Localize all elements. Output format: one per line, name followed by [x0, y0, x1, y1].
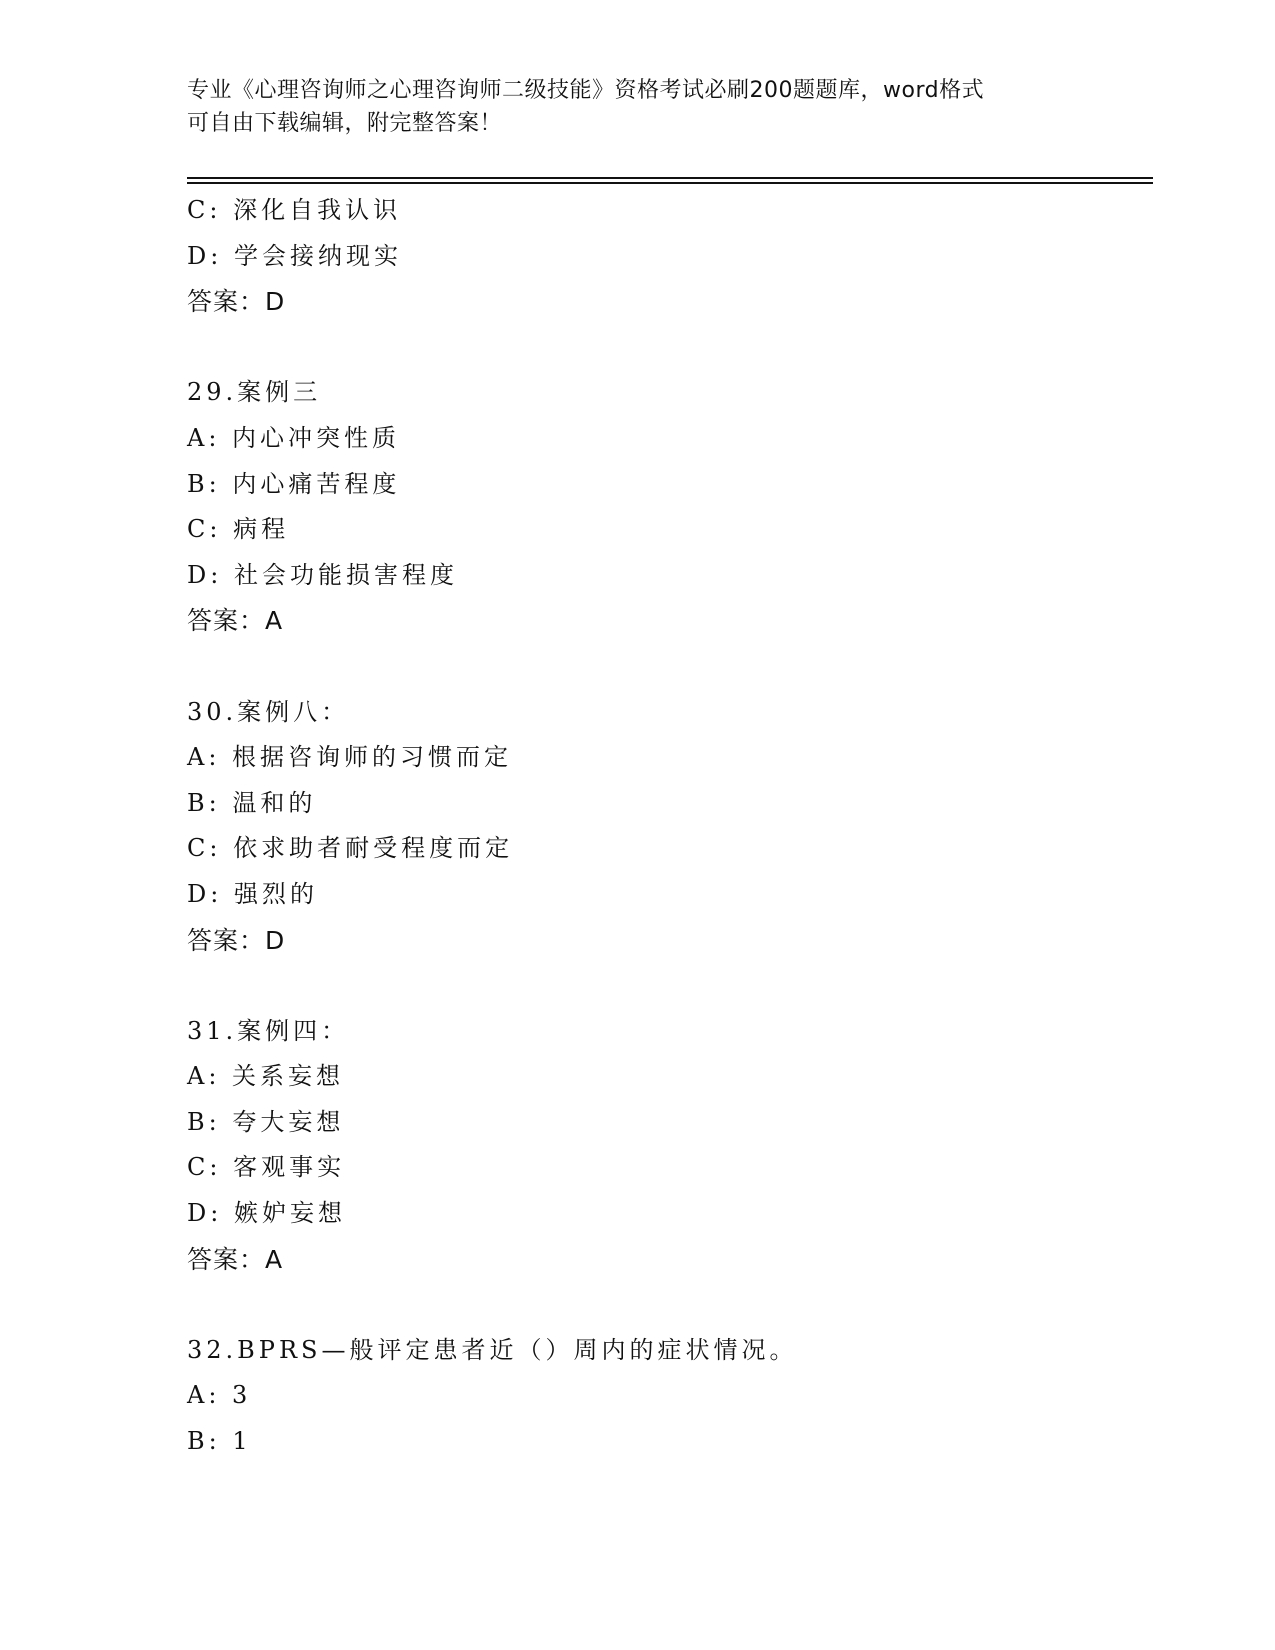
spacer [187, 644, 1147, 690]
header-divider-top [187, 177, 1153, 179]
question-30-option-a: A: 根据咨询师的习惯而定 [187, 743, 513, 772]
spacer [187, 963, 1147, 1009]
header-line-2: 可自由下载编辑，附完整答案！ [187, 111, 503, 136]
question-29-answer: 答案：A [187, 606, 284, 636]
question-30-title: 30.案例八： [187, 697, 350, 726]
question-31-option-d: D: 嫉妒妄想 [187, 1199, 346, 1228]
question-30-option-b: B: 温和的 [187, 788, 317, 817]
document-header [187, 74, 1067, 140]
question-31-title: 31.案例四： [187, 1016, 350, 1045]
question-28-answer: 答案：D [187, 287, 286, 317]
question-list [187, 188, 1147, 1465]
question-29-option-b: B: 内心痛苦程度 [187, 469, 401, 498]
header-divider-bottom [187, 182, 1153, 184]
question-32-title: 32.BPRS—般评定患者近（）周内的症状情况。 [187, 1335, 798, 1364]
question-30-option-c: C: 依求助者耐受程度而定 [187, 834, 514, 863]
question-30-answer: 答案：D [187, 925, 286, 955]
question-28-option-c: C: 深化自我认识 [187, 196, 402, 224]
question-29-option-d: D: 社会功能损害程度 [187, 560, 458, 589]
question-31-answer: 答案：A [187, 1244, 284, 1274]
question-30-option-d: D: 强烈的 [187, 879, 318, 908]
question-31-option-c: C: 客观事实 [187, 1153, 346, 1182]
question-29-option-c: C: 病程 [187, 515, 290, 544]
question-29-option-a: A: 内心冲突性质 [187, 423, 401, 452]
spacer [187, 325, 1147, 371]
question-32-option-b: B: 1 [187, 1427, 252, 1456]
question-32-option-a: A: 3 [187, 1381, 252, 1410]
question-31-option-a: A: 关系妄想 [187, 1062, 345, 1091]
spacer [187, 1282, 1147, 1328]
header-line-1: 专业《心理咨询师之心理咨询师二级技能》资格考试必刷200题题库，word格式 [187, 78, 985, 103]
question-31-option-b: B: 夸大妄想 [187, 1107, 345, 1136]
question-28-option-d: D: 学会接纳现实 [187, 241, 402, 270]
question-29-title: 29.案例三 [187, 378, 322, 407]
